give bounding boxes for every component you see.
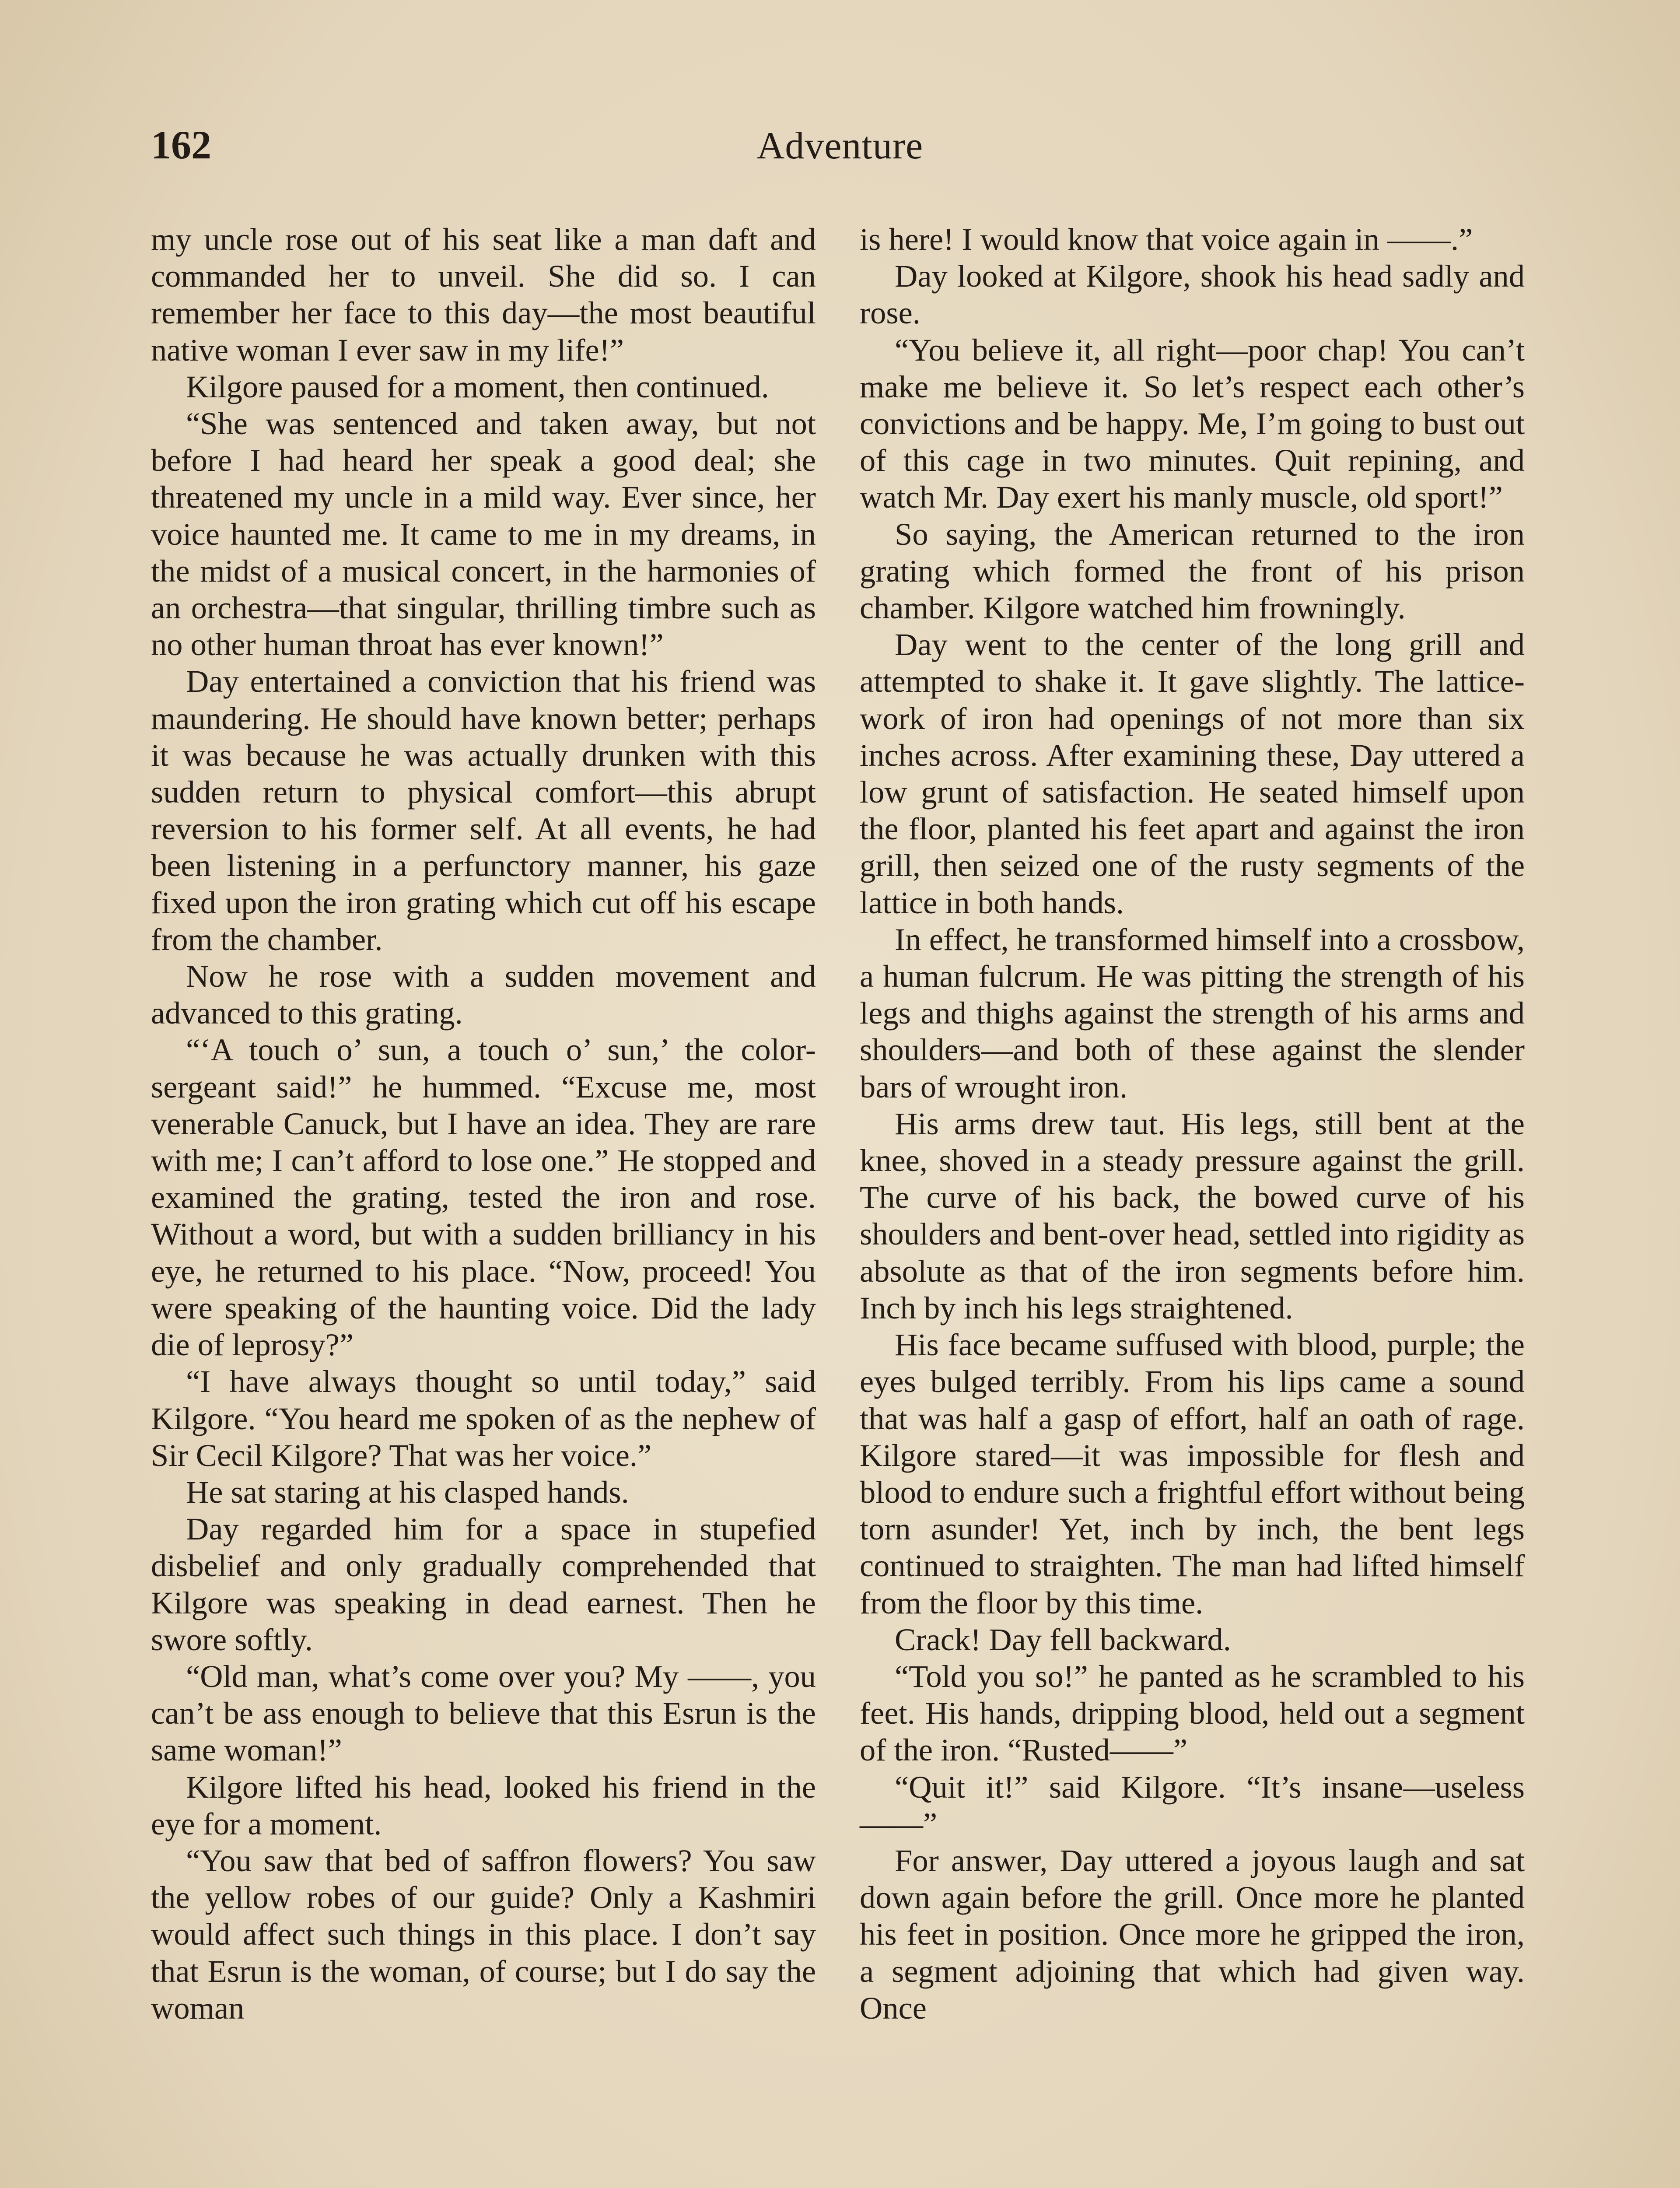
page-number: 162 <box>151 123 211 167</box>
left-column <box>151 221 816 2027</box>
paragraph: my uncle rose out of his seat like a man daft and commanded her to unveil. She did so. I can remember her face to this day—the most beautiful native woman I ever saw in my life!” <box>151 221 816 368</box>
paragraph: For answer, Day uttered a joyous laugh and sat down again before the grill. Once more he planted his feet in position. Once more he gripped the iron, a segment adjoining that which had given way. Once <box>860 1842 1525 2026</box>
paragraph: “You believe it, all right—poor chap! You can’t make me believe it. So let’s respect each other’s convictions and be happy. Me, I’m going to bust out of this cage in two minutes. Quit repining, and watch Mr. Day exert his manly muscle, old sport!” <box>860 332 1525 515</box>
paragraph: Kilgore lifted his head, looked his friend in the eye for a moment. <box>151 1769 816 1841</box>
paragraph: “She was sentenced and taken away, but not before I had heard her speak a good deal; she threatened my uncle in a mild way. Ever since, her voice haunted me. It came to me in my dreams, in the midst of a musical concert, in the harmonies of an orchestra—that singular, thrilling timbre such as no other human throat has ever known!” <box>151 406 816 663</box>
paragraph: “I have always thought so until today,” said Kilgore. “You heard me spoken of as the nephew of Sir Cecil Kilgore? That was her voice.” <box>151 1364 816 1473</box>
paragraph: Day went to the center of the long grill and attempted to shake it. It gave slightly. The lattice-work of iron had openings of not more than six inches across. After examining these, Day uttered a low grunt of satisfaction. He seated himself upon the floor, planted his feet apart and against the iron grill, then seized one of the rusty segments of the lattice in both hands. <box>860 627 1525 920</box>
paragraph: His face became suffused with blood, purple; the eyes bulged terribly. From his lips came a sound that was half a gasp of effort, half an oath of rage. Kilgore stared—it was impossible for flesh and blood to endure such a frightful effort without being torn asunder! Yet, inch by inch, the bent legs continued to straighten. The man had lifted himself from the floor by this time. <box>860 1327 1525 1620</box>
right-column <box>860 221 1525 2027</box>
paragraph: Day entertained a conviction that his friend was maundering. He should have known better; perhaps it was because he was actually drunken with this sudden return to physical comfort—this abrupt reversion to his former self. At all events, he had been listening in a perfunctory manner, his gaze fixed upon the iron grating which cut off his escape from the chamber. <box>151 663 816 957</box>
paragraph: So saying, the American returned to the iron grating which formed the front of his prison chamber. Kilgore watched him frowningly. <box>860 516 1525 626</box>
paragraph: “Old man, what’s come over you? My ——, you can’t be ass enough to believe that this Esrun is the same woman!” <box>151 1658 816 1768</box>
running-title: Adventure <box>756 125 924 167</box>
paragraph: He sat staring at his clasped hands. <box>186 1474 629 1510</box>
paragraph: “Told you so!” he panted as he scrambled to his feet. His hands, dripping blood, held out a segment of the iron. “Rusted——” <box>860 1658 1525 1768</box>
paragraph: “Quit it!” said Kilgore. “It’s insane—useless——” <box>860 1769 1525 1841</box>
paragraph: is here! I would know that voice again in ——.” <box>860 221 1473 257</box>
paragraph: Crack! Day fell backward. <box>895 1621 1231 1657</box>
paragraph: “You saw that bed of saffron flowers? You saw the yellow robes of our guide? Only a Kashmiri would affect such things in this place. I don’t say that Esrun is the woman, of course; but I do say the woman <box>151 1842 816 2026</box>
paragraph: “‘A touch o’ sun, a touch o’ sun,’ the color-sergeant said!” he hummed. “Excuse me, most venerable Canuck, but I have an idea. They are rare with me; I can’t afford to lose one.” He stopped and examined the grating, tested the iron and rose. Without a word, but with a sudden brilliancy in his eye, he returned to his place. “Now, proceed! You were speaking of the haunting voice. Did the lady die of leprosy?” <box>151 1032 816 1363</box>
paragraph: Day regarded him for a space in stupefied disbelief and only gradually comprehended that Kilgore was speaking in dead earnest. Then he swore softly. <box>151 1511 816 1657</box>
paragraph: Kilgore paused for a moment, then continued. <box>186 368 769 404</box>
paragraph: Day looked at Kilgore, shook his head sadly and rose. <box>860 258 1525 331</box>
paragraph: His arms drew taut. His legs, still bent at the knee, shoved in a steady pressure against the grill. The curve of his back, the bowed curve of his shoulders and bent-over head, settled into rigidity as absolute as that of the iron segments before him. Inch by inch his legs straightened. <box>860 1105 1525 1325</box>
paragraph: In effect, he transformed himself into a crossbow, a human fulcrum. He was pitting the strength of his legs and thighs against the strength of his arms and shoulders—and both of these against the slender bars of wrought iron. <box>860 921 1525 1105</box>
paragraph: Now he rose with a sudden movement and advanced to this grating. <box>151 958 816 1031</box>
